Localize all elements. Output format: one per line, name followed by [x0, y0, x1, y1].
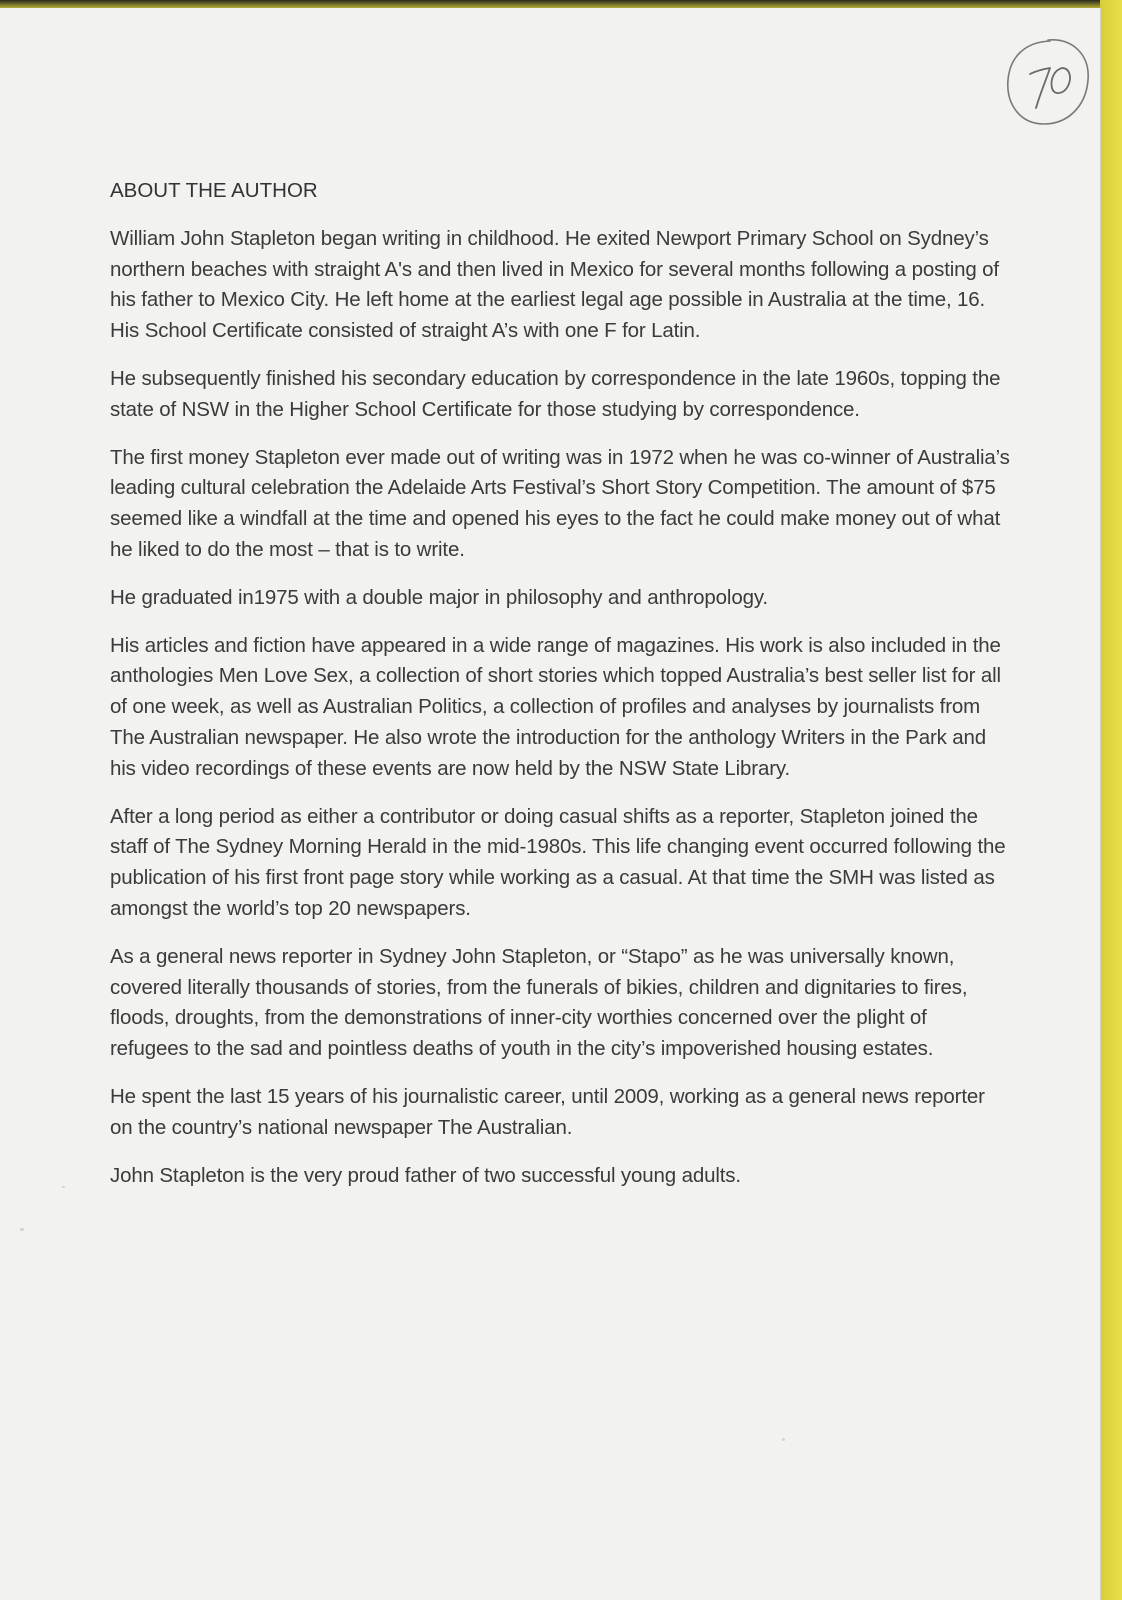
paragraph-education: He subsequently finished his secondary education by correspondence in the late 1960s, topping the state of NSW in the Higher School Certificate for those studying by correspondence. — [110, 366, 1001, 421]
scan-speck — [62, 1186, 65, 1188]
scan-speck — [782, 1438, 785, 1441]
document-page — [0, 8, 1100, 1600]
paragraph-graduation: He graduated in1975 with a double major in philosophy and anthropology. — [110, 585, 768, 609]
paragraph-childhood: William John Stapleton began writing in childhood. He exited Newport Primary School on Sydney’s northern beaches with straight A's and then lived in Mexico for several months following a posting of his father to Mexico City. He left home at the earliest legal age possible in Australia at the time, 16. His School Certificate consisted of straight A’s with one F for Latin. — [110, 226, 999, 343]
paragraph-the-australian: He spent the last 15 years of his journalistic career, until 2009, working as a general news reporter on the country’s national newspaper The Australian. — [110, 1084, 985, 1139]
paragraph-news-reporter: As a general news reporter in Sydney John Stapleton, or “Stapo” as he was universally known, covered literally thousands of stories, from the funerals of bikies, children and dignitaries to fires, floods, droughts, from the demonstrations of inner-city worthies concerned over the plight of refugees to the sad and pointless deaths of youth in the city’s impoverished housing estates. — [110, 944, 968, 1061]
scan-speck — [20, 1228, 24, 1231]
paragraph-smh-career: After a long period as either a contributor or doing casual shifts as a reporter, Stapleton joined the staff of The Sydney Morning Herald in the mid-1980s. This life changing event occurred following the publication of his first front page story while working as a casual. At that time the SMH was listed as amongst the world’s top 20 newspapers. — [110, 804, 1006, 920]
paragraph-first-money: The first money Stapleton ever made out of writing was in 1972 when he was co-winner of Australia’s leading cultural celebration the Adelaide Arts Festival’s Short Story Competition. The amount of $75 seemed like a windfall at the time and opened his eyes to the fact he could make money out of what he liked to do the most – that is to write. — [110, 445, 1010, 561]
section-heading: ABOUT THE AUTHOR — [110, 179, 318, 202]
about-author-section — [110, 176, 1010, 1208]
paragraph-family: John Stapleton is the very proud father of two successful young adults. — [110, 1163, 741, 1187]
scan-edge-right — [1100, 0, 1122, 1600]
circled-number-icon — [1002, 34, 1094, 130]
paragraph-publications: His articles and fiction have appeared in a wide range of magazines. His work is also included in the anthologies Men Love Sex, a collection of short stories which topped Australia’s best seller list for all of one week, as well as Australian Politics, a collection of profiles and analyses by journalists from The Australian newspaper. He also wrote the introduction for the anthology Writers in the Park and his video recordings of these events are now held by the NSW State Library. — [110, 633, 1001, 780]
handwritten-page-number-mark — [1002, 34, 1094, 130]
